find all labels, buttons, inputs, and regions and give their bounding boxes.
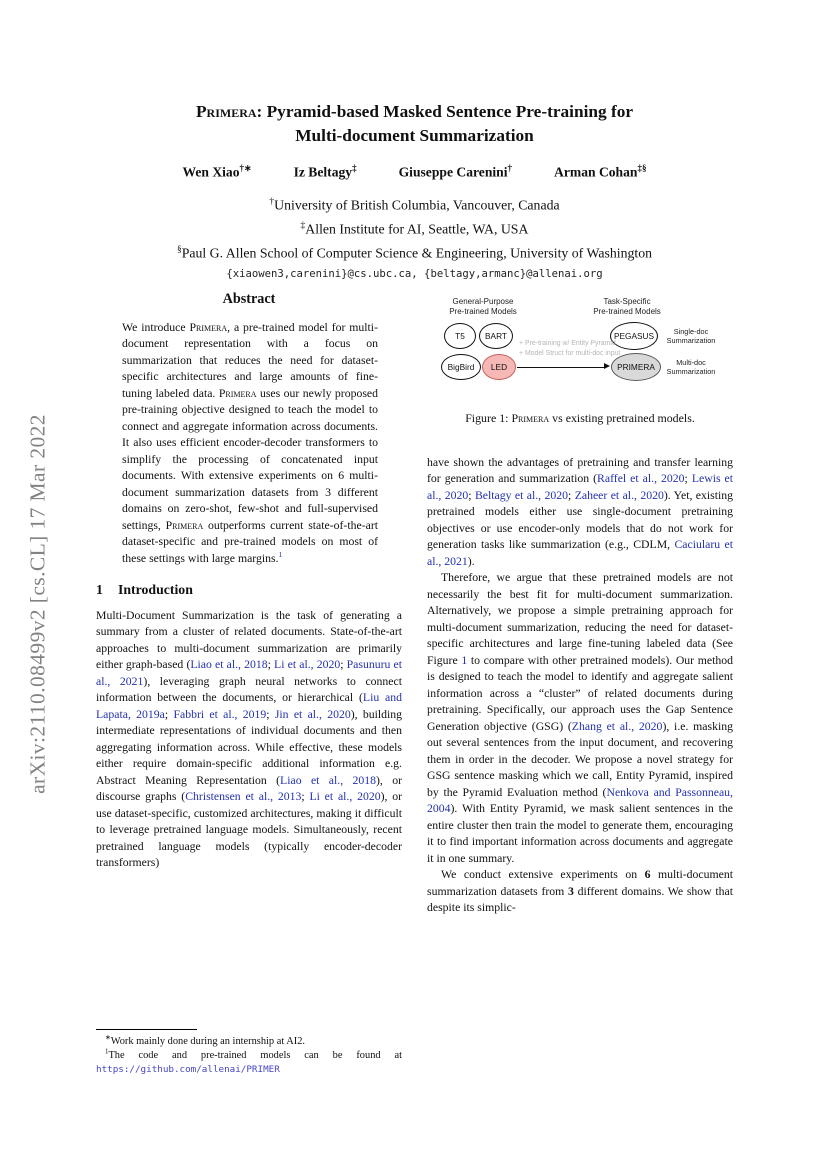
text-segment: 1: [105, 1048, 109, 1056]
text-segment: ;: [568, 488, 575, 502]
citation-link[interactable]: Li et al., 2020: [274, 658, 341, 671]
citation-link[interactable]: Lewis et al., 2020: [427, 472, 734, 502]
abstract-heading: Abstract: [222, 291, 276, 307]
text-segment: ;: [340, 658, 347, 671]
author-affiliation-marker: †∗: [239, 163, 252, 173]
node-primera: PRIMERA: [611, 353, 661, 381]
text-segment: ∗: [105, 1034, 111, 1042]
author-arman-cohan: [554, 163, 646, 181]
text-segment: Figure 1:: [465, 411, 512, 425]
section-title: Introduction: [118, 582, 193, 597]
text-segment: Therefore, we argue that these pretrained models are not necessarily the best fit for multi-document summarization. Alternatively, we propose a simple pretraining approach for multi-document summarization, reducing the need for dataset-specific architectures and large fine-tuning labeled data (See Figure: [427, 571, 733, 667]
text-segment: ;: [468, 488, 475, 502]
affiliation-line: [96, 192, 733, 216]
footnote-rule: [96, 1029, 197, 1030]
side-label-line: Summarization: [666, 336, 716, 345]
figure-header-general-purpose: [427, 297, 539, 317]
figure-header-line: Pre-trained Models: [593, 307, 661, 316]
figure-header-line: General-Purpose: [452, 297, 514, 306]
text-segment: outperforms current state-of-the-art dataset-specific and pre-trained models on most of these settings with large margins.: [122, 518, 378, 565]
body-paragraph-3: [427, 867, 733, 917]
affiliation-marker: †: [269, 196, 275, 207]
author-giuseppe-carenini: [399, 163, 512, 181]
citation-link[interactable]: 1: [461, 653, 468, 667]
footnote-internship: [96, 1035, 402, 1049]
author-affiliation-marker: ‡§: [637, 163, 647, 173]
text-segment: The code and pre-trained models can be found at: [108, 1050, 402, 1061]
figure-header-task-specific: [571, 297, 683, 317]
node-bart: BART: [479, 323, 513, 349]
author-affiliations: [96, 192, 733, 264]
citation-link[interactable]: Pasunuru et al., 2021: [96, 658, 402, 688]
text-segment: ). Yet, existing pretrained models either use single-document pretraining objectives or use encoder-only models that do not work for generation tasks like summarization (e.g., CDLM,: [427, 488, 734, 551]
affiliation-text: University of British Columbia, Vancouver, Canada: [274, 197, 560, 213]
affiliation-text: Paul G. Allen School of Computer Science & Engineering, University of Washington: [181, 245, 653, 261]
body-paragraph-1: [427, 455, 733, 571]
author-name: Arman Cohan: [554, 164, 638, 180]
text-segment: uses our newly proposed pre-training objective designed to teach the model to connect and aggregate information across documents. It also uses efficient encoder-decoder transformers to simplify the processing of concatenated input documents. With extensive experiments on 6 multi-document summarization datasets from 3 different domains on zero-shot, few-shot and full-supervised settings,: [122, 386, 378, 532]
url-link[interactable]: https://github.com/allenai/PRIMER: [96, 1063, 280, 1075]
text-segment: ;: [301, 790, 310, 803]
text-segment: ).: [467, 554, 475, 568]
label-single-doc-summarization: [659, 327, 723, 345]
citation-link[interactable]: Liao et al., 2018: [190, 658, 268, 671]
right-column: [427, 289, 733, 1081]
arrow-annotation-line: + Model Struct for multi-doc input: [519, 349, 621, 357]
citation-link[interactable]: Liu and Lapata, 2019a: [96, 691, 402, 721]
text-segment: have shown the advantages of pretraining and transfer learning for generation and summarization (: [427, 455, 733, 485]
text-segment: to compare with other pretrained models). Our method is designed to teach the model to identify and aggregate salient information across a “cluster” of related documents during pretraining. Specifically, our approach uses the Gap Sentence Generation objective (GSG) (: [427, 653, 733, 733]
citation-link[interactable]: Beltagy et al., 2020: [474, 488, 569, 502]
citation-link[interactable]: Fabbri et al., 2019: [173, 707, 267, 721]
text-segment: 3: [568, 884, 574, 898]
text-segment: Primera: [511, 411, 550, 425]
authors-row: [96, 163, 733, 181]
author-emails: {xiaowen3,carenini}@cs.ubc.ca, {beltagy,armanc}@allenai.org: [226, 267, 603, 280]
text-segment: Multi-Document Summarization is the task of generating a summary from a cluster of related documents. State-of-the-art approaches to multi-document summarization are primarily either graph-based (: [96, 608, 402, 671]
node-t5: T5: [444, 323, 476, 349]
citation-link[interactable]: Christensen et al., 2013: [185, 790, 302, 803]
paper-title-line1: [96, 100, 733, 124]
arrow-annotation-line: + Pre-training w/ Entity Pyramid: [519, 340, 616, 347]
text-segment: ;: [684, 472, 692, 485]
affiliation-marker: ‡: [300, 220, 306, 231]
text-segment: ;: [266, 707, 275, 721]
author-name: Wen Xiao: [182, 164, 240, 180]
text-segment: Primera: [218, 386, 257, 400]
citation-link[interactable]: Caciularu et al., 2021: [427, 538, 733, 568]
text-segment: Work mainly done during an internship at AI2.: [110, 1035, 305, 1047]
text-segment: Primera: [165, 518, 204, 532]
left-column: [96, 289, 402, 1081]
text-segment: ). With Entity Pyramid, we mask salient sentences in the entire cluster then train the model to generate them, encouraging it to find important information across documents and aggregate it in one summary.: [427, 802, 733, 865]
text-segment: multi-document summarization datasets from: [427, 868, 734, 898]
text-segment: vs existing pretrained models.: [549, 411, 695, 425]
citation-link[interactable]: Jin et al., 2020: [274, 707, 351, 721]
label-multi-doc-summarization: [659, 358, 723, 376]
side-label-line: Multi-doc: [676, 358, 706, 367]
citation-link[interactable]: Zaheer et al., 2020: [574, 488, 664, 502]
node-pegasus: PEGASUS: [610, 322, 658, 350]
arxiv-watermark: arXiv:2110.08499v2 [cs.CL] 17 Mar 2022: [25, 414, 50, 794]
author-iz-beltagy: [294, 163, 357, 181]
paper-header: [96, 0, 733, 280]
text-segment: Primera: [195, 102, 257, 121]
author-name: Giuseppe Carenini: [398, 164, 508, 180]
text-segment: Primera: [189, 320, 228, 334]
figure-header-line: Pre-trained Models: [449, 307, 517, 316]
node-bigbird: BigBird: [441, 354, 481, 380]
text-segment: ), or discourse graphs (: [96, 773, 402, 803]
text-segment: , a pre-trained model for multi-document representation with a focus on summarization that reduces the need for dataset-specific architectures and large amounts of fine-tuning labeled data.: [122, 320, 378, 400]
text-segment: different domains. We show that despite its simplic-: [427, 884, 733, 914]
side-label-line: Single-doc: [673, 327, 709, 336]
arrow-led-to-primera: [517, 367, 604, 368]
side-label-line: Summarization: [666, 367, 716, 376]
text-segment: We introduce: [122, 320, 190, 334]
body-paragraph-2: [427, 570, 733, 867]
text-segment: ), or use dataset-specific, customized architectures, making it difficult to leverage pretrained language models. Simultaneously, recent pretrained language models (typically encoder-decoder transformers): [96, 790, 402, 869]
text-segment: ), i.e. masking out several sentences from the input document, and recovering them in order in the decoder. We propose a novel strategy for GSG sentence masking which we call, Entity Pyramid, inspired by the Pyramid Evaluation method (: [427, 719, 733, 799]
paper-title: [96, 100, 733, 147]
author-affiliation-marker: ‡: [352, 163, 357, 173]
author-affiliation-marker: †: [507, 163, 513, 173]
text-segment: ), leveraging graph neural networks to connect information between the documents, or hierarchical (: [96, 674, 402, 704]
citation-link[interactable]: Liao et al., 2018: [280, 773, 376, 787]
intro-paragraph: [96, 608, 402, 872]
footnote-text: [96, 1050, 402, 1075]
figure-caption: [427, 410, 733, 427]
citation-link[interactable]: Li et al., 2020: [309, 790, 381, 803]
arrowhead-icon: [604, 363, 610, 369]
node-led: LED: [482, 354, 516, 380]
footnote-code: [96, 1049, 402, 1076]
footnote-text: [105, 1036, 305, 1047]
text-segment: We conduct extensive experiments on: [441, 868, 645, 881]
paper-title-line2: Multi-document Summarization: [295, 125, 534, 145]
section-heading-introduction: [96, 582, 402, 599]
text-segment: ), building intermediate representations of individual documents and then aggregating information across. While effective, these models either require domain-specific additional information e.g. Abstract Meaning Representation (: [96, 707, 402, 787]
figure-1: [427, 289, 733, 401]
author-name: Iz Beltagy: [293, 164, 353, 180]
affiliation-line: [96, 240, 733, 264]
citation-link[interactable]: 1: [278, 549, 283, 559]
text-segment: : Pyramid-based Masked Sentence Pre-training for: [256, 102, 634, 121]
figure-header-line: Task-Specific: [603, 297, 651, 306]
text-segment: ;: [267, 658, 275, 671]
author-wen-xiao: [183, 163, 252, 181]
abstract-text: [96, 320, 402, 568]
citation-link[interactable]: Nenkova and Passonneau, 2004: [427, 785, 733, 815]
arrow-annotation: [519, 339, 649, 358]
section-number: 1: [96, 582, 103, 597]
citation-link[interactable]: Raffel et al., 2020: [597, 472, 685, 485]
text-segment: 6: [644, 868, 651, 881]
affiliation-line: [96, 216, 733, 240]
text-segment: ;: [164, 707, 174, 721]
affiliation-marker: §: [176, 244, 182, 255]
footnotes: [96, 1029, 402, 1078]
affiliation-text: Allen Institute for AI, Seattle, WA, USA: [305, 221, 529, 237]
citation-link[interactable]: Zhang et al., 2020: [571, 719, 663, 733]
